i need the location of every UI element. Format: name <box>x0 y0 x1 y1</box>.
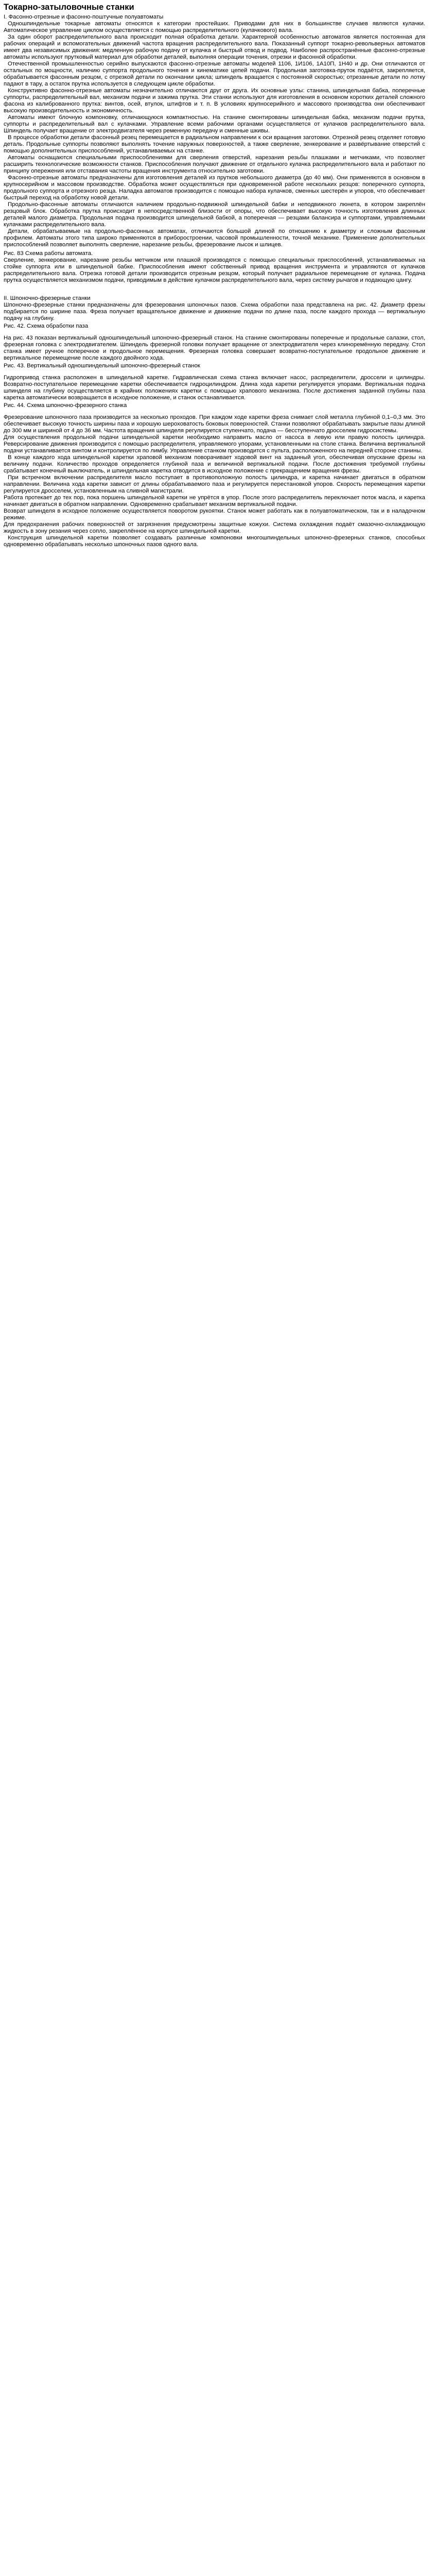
paragraph: Фасонно-отрезные автоматы предназначены для изготовления деталей из прутков небольшого диаметра (до 40 мм). Они применяются в основном в крупносерийном и массовом производстве. Обработка может осуществляться при одновременной работе нескольких резцов: поперечного суппорта, продольного суппорта и отрезного резца. Наладка автоматов производится с помощью набора кулачков, сменных шестерён и упоров, что обеспечивает быстрый переход на обработку новой детали. <box>4 175 425 201</box>
paragraph: Детали, обрабатываемые на продольно-фасонных автоматах, отличаются большой длиной по отношению к диаметру и сложным фасонным профилем. Автоматы этого типа широко применяются в приборостроении, часовой промышленности, точной механике. Применение дополнительных приспособлений позволяет выполнять сверление, нарезание резьбы, фрезерование лысок и шлицев. <box>4 228 425 248</box>
section-keyway-milling <box>4 295 425 548</box>
paragraph: Фрезерование шпоночного паза производится за несколько проходов. При каждом ходе каретки фреза снимает слой металла глубиной 0,1–0,3 мм. Это обеспечивает высокую точность ширины паза и хорошую шероховатость боковых поверхностей. Станки позволяют обрабатывать закрытые пазы длиной до 300 мм и шириной от 4 до 36 мм. Частота вращения шпинделя регулируется ступенчато, подача — бесступенчато дросселем гидросистемы. <box>4 414 425 434</box>
section-figure-83 <box>4 250 425 284</box>
paragraph: Конструктивно фасонно-отрезные автоматы незначительно отличаются друг от друга. Их основные узлы: станина, шпиндельная бабка, поперечные суппорты, распределительный вал, механизм подачи и зажима прутка. Эти станки используют для изготовления в основном коротких деталей сложного фасона из калиброванного прутка: винтов, осей, втулок, штифтов и т. п. В условиях крупносерийного и массового производства они обеспечивают высокую производительность и экономичность. <box>4 88 425 114</box>
paragraph: При встречном включении распределителя масло поступает в противоположную полость цилиндра, и каретка начинает двигаться в обратном направлении. Величина хода каретки зависит от длины обрабатываемого паза и регулируется перестановкой упоров. Скорость перемещения каретки регулируется дросселем, установленным на сливной магистрали. <box>4 474 425 494</box>
paragraph: На рис. 43 показан вертикальный одношпиндельный шпоночно-фрезерный станок. На станине смонтированы поперечные и продольные салазки, стол, фрезерная головка с электродвигателем. Шпиндель фрезерной головки получает вращение от электродвигателя через клиноремённую передачу. Стол станка имеет ручное поперечное и продольное перемещения. Фрезерная головка совершает возвратно-поступательное продольное движение и вертикальное перемещение после каждого двойного хода. <box>4 335 425 361</box>
paragraph: Одношпиндельные токарные автоматы относятся к категории простейших. Приводами для них в большинстве случаев являются кулачки. Автоматическое управление циклом осуществляется с помощью распределительного (кулачкового) вала. <box>4 21 425 33</box>
section-heading: I. Фасонно-отрезные и фасонно-поштучные полуавтоматы <box>4 14 164 20</box>
figure-caption: Рис. 83 Схема работы автомата. <box>4 250 93 257</box>
paragraph: Гидропривод станка расположен в шпиндельной каретке. Гидравлическая схема станка включает насос, распределители, дроссели и цилиндры. Возвратно-поступательное перемещение каретки обеспечивается гидроцилиндром. Длина хода каретки регулируется упорами. Вертикальная подача шпинделя на глубину осуществляется в крайних положениях каретки с помощью храпового механизма. После достижения заданной глубины паза каретка автоматически возвращается в исходное положение, и станок останавливается. <box>4 375 425 401</box>
paragraph: Для предохранения рабочих поверхностей от загрязнения предусмотрены защитные кожухи. Система охлаждения подаёт смазочно-охлаждающую жидкость в зону резания через сопло, закреплённое на корпусе шпиндельной каретки. <box>4 521 425 534</box>
paragraph: За один оборот распределительного вала происходит полная обработка детали. Характерной особенностью автоматов является постоянная для рабочих операций и вспомогательных движений частота вращения распределительного вала. Показанный суппорт токарно-револьверных автоматов имеет два независимых движения: медленную рабочую подачу от кулачка и быстрый отвод и подвод. Наиболее распространённые фасонно-отрезные автоматы используют прутковый материал для обработки деталей, выполняя операции точения, отрезки и фасонной обработки. <box>4 34 425 60</box>
section-spacer <box>4 284 425 295</box>
page-title: Токарно-затыловочные станки <box>4 3 134 12</box>
paragraph: Работа протекает до тех пор, пока поршень шпиндельной каретки не упрётся в упор. После этого распределитель переключает поток масла, и каретка начинает двигаться в обратном направлении. Одновременно срабатывает механизм вертикальной подачи. <box>4 495 425 507</box>
paragraph: Шпоночно-фрезерные станки предназначены для фрезерования шпоночных пазов. Схема обработки паза представлена на рис. 42. Диаметр фрезы подбирается по ширине паза. Фреза получает вращательное движение и движение подачи по длине паза, после каждого прохода — вертикальную подачу на глубину. <box>4 302 425 321</box>
paragraph: Автоматы имеют блочную компоновку, отличающуюся компактностью. На станине смонтированы шпиндельная бабка, механизм подачи прутка, суппорты и распределительный вал с кулачками. Управление всеми рабочими органами осуществляется от кулачков распределительного вала. Шпиндель получает вращение от электродвигателя через ременную передачу и сменные шкивы. <box>4 114 425 134</box>
figure-caption: Рис. 44. Схема шпоночно-фрезерного станка <box>4 402 127 409</box>
paragraph: Продольно-фасонные автоматы отличаются наличием продольно-подвижной шпиндельной бабки и неподвижного люнета, в котором закреплён резцовый блок. Обработка прутка происходит в непосредственной близости от опоры, что обеспечивает высокую точность изготовления длинных деталей малого диаметра. Продольная подача производится шпиндельной бабкой, а поперечная — резцами балансира и суппортами, управляемыми кулачками распределительного вала. <box>4 201 425 228</box>
paragraph: Возврат шпинделя в исходное положение осуществляется поворотом рукоятки. Станок может работать как в полуавтоматическом, так и в наладочном режиме. <box>4 508 425 521</box>
section-automatic-lathes <box>4 14 425 248</box>
paragraph: Сверление, зенкерование, нарезание резьбы метчиком или плашкой производятся с помощью специальных приспособлений, устанавливаемых на стойке суппорта или в шпиндельной бабке. Приспособления имеют собственный привод вращения инструмента и управляются от кулачков распределительного вала. Отрезка готовой детали производится отрезным резцом, который получает радиальное перемещение от кулачка. Подача прутка осуществляется механизмом подачи, приводимым в действие кулачком распределительного вала, через систему рычагов и подающую цангу. <box>4 257 425 283</box>
paragraph: Автоматы оснащаются специальными приспособлениями для сверления отверстий, нарезания резьбы плашками и метчиками, что позволяет расширить технологические возможности станков. Приспособления получают движение от отдельного кулачка распределительного вала и работают по принципу опережения или отставания частоты вращения инструмента относительно заготовки. <box>4 155 425 174</box>
figure-caption: Рис. 42. Схема обработки паза <box>4 323 89 329</box>
figure-caption: Рис. 43. Вертикальный одношпиндельный шпоночно-фрезерный станок <box>4 363 200 369</box>
paragraph: Для осуществления продольной подачи шпиндельной каретки необходимо направить масло от насоса в левую или правую полость цилиндра. Реверсирование движения производится с помощью распределителя, управляемого упорами, установленными на столе станка. Величина вертикальной подачи устанавливается винтом и контролируется по лимбу. Управление станком производится с пульта, расположенного на передней стороне станины. <box>4 434 425 454</box>
paragraph: В процессе обработки детали фасонный резец перемещается в радиальном направлении к оси вращения заготовки. Отрезной резец отделяет готовую деталь. Продольные суппорты позволяют выполнять точение наружных поверхностей, а также сверление, зенкерование и развёртывание отверстий с помощью дополнительных приспособлений, устанавливаемых на станке. <box>4 134 425 154</box>
paragraph: Отечественной промышленностью серийно выпускаются фасонно-отрезные автоматы моделей 1106, 1И106, 1А10П, 1Н40 и др. Они отличаются от остальных по мощности, наличию суппорта продольного точения и кинематике цепей подачи. Продольная заготовка-пруток подаётся, закрепляется, обрабатывается фасонным резцом, с отрезкой детали по окончании цикла; шпиндель вращается с постоянной скоростью; отрезанные детали по лотку падают в тару, а остаток прутка используется в следующем цикле обработки. <box>4 61 425 87</box>
paragraph: Конструкция шпиндельной каретки позволяет создавать различные компоновки многошпиндельных шпоночно-фрезерных станков, способных одновременно обрабатывать несколько шпоночных пазов одного вала. <box>4 535 425 548</box>
section-heading: II. Шпоночно-фрезерные станки <box>4 295 91 301</box>
paragraph: В конце каждого хода шпиндельной каретки храповой механизм поворачивает ходовой винт на заданный угол, обеспечивая опускание фрезы на величину подачи. Количество проходов определяется глубиной паза и величиной вертикальной подачи. После достижения требуемой глубины срабатывает конечный выключатель, и шпиндельная каретка отводится в исходное положение с прекращением вращения фрезы. <box>4 454 425 474</box>
